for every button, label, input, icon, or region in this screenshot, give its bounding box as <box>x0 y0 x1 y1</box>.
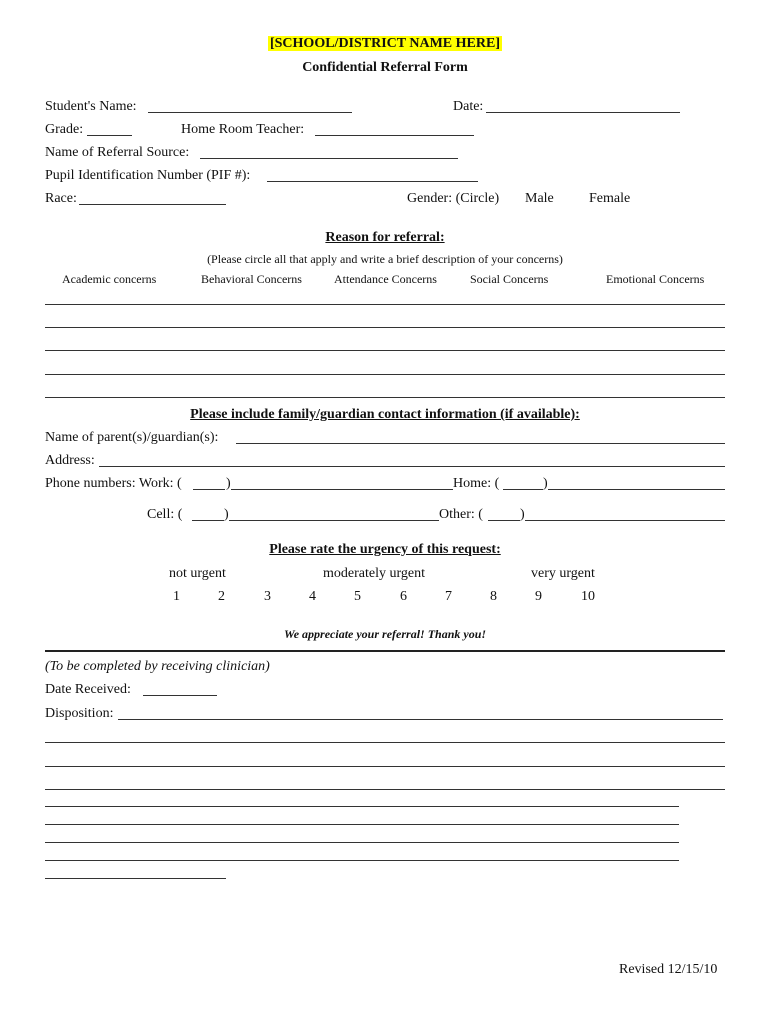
student-name-line[interactable] <box>148 112 352 113</box>
contact-title: Please include family/guardian contact information (if available): <box>190 407 580 422</box>
home-phone-line[interactable] <box>548 489 725 490</box>
work-phone-line[interactable] <box>231 489 453 490</box>
urgency-option[interactable]: 9 <box>535 589 542 604</box>
grade-label: Grade: <box>45 122 84 137</box>
concern-social[interactable]: Social Concerns <box>470 272 549 286</box>
reason-line[interactable] <box>45 397 725 398</box>
school-name-text: [SCHOOL/DISTRICT NAME HERE] <box>269 36 500 51</box>
urgency-title: Please rate the urgency of this request: <box>269 542 501 557</box>
disposition-line[interactable] <box>45 842 679 843</box>
clinician-note: (To be completed by receiving clinician) <box>45 659 270 674</box>
reason-line[interactable] <box>45 350 725 351</box>
form-title: Confidential Referral Form <box>302 60 468 75</box>
work-phone-label: Phone numbers: Work: ( <box>45 476 182 491</box>
home-room-teacher-label: Home Room Teacher: <box>181 122 305 137</box>
reason-line[interactable] <box>45 327 725 328</box>
urgency-option[interactable]: 4 <box>309 589 316 604</box>
referral-source-label: Name of Referral Source: <box>45 145 190 160</box>
urgency-option[interactable]: 10 <box>581 589 595 604</box>
disposition-label: Disposition: <box>45 706 114 721</box>
home-phone-label: Home: ( <box>453 476 500 491</box>
urgency-option[interactable]: 8 <box>490 589 497 604</box>
urgency-option[interactable]: 1 <box>173 589 180 604</box>
concern-attendance[interactable]: Attendance Concerns <box>334 272 437 286</box>
grade-line[interactable] <box>87 135 132 136</box>
urgency-option[interactable]: 5 <box>354 589 361 604</box>
date-line[interactable] <box>486 112 680 113</box>
concern-academic[interactable]: Academic concerns <box>62 272 157 286</box>
address-line[interactable] <box>99 466 725 467</box>
referral-source-line[interactable] <box>200 158 458 159</box>
disposition-line[interactable] <box>45 766 725 767</box>
disposition-line[interactable] <box>45 789 725 790</box>
disposition-line[interactable] <box>45 860 679 861</box>
school-name-header <box>0 36 770 52</box>
disposition-line[interactable] <box>45 878 226 879</box>
student-name-label: Student's Name: <box>45 99 137 114</box>
reason-line[interactable] <box>45 374 725 375</box>
disposition-line[interactable] <box>45 824 679 825</box>
other-phone-label: Other: ( <box>439 507 483 522</box>
urgency-high-label: very urgent <box>531 566 595 581</box>
pif-label: Pupil Identification Number (PIF #): <box>45 168 251 183</box>
disposition-line[interactable] <box>45 742 725 743</box>
pif-line[interactable] <box>267 181 478 182</box>
cell-phone-line[interactable] <box>229 520 439 521</box>
disposition-line[interactable] <box>118 719 723 720</box>
cell-area-code-line[interactable] <box>192 520 224 521</box>
date-received-line[interactable] <box>143 695 217 696</box>
home-area-code-line[interactable] <box>503 489 543 490</box>
parent-name-line[interactable] <box>236 443 725 444</box>
race-line[interactable] <box>79 204 226 205</box>
other-phone-line[interactable] <box>525 520 725 521</box>
work-area-code-line[interactable] <box>193 489 225 490</box>
home-close-paren: ) <box>543 476 548 491</box>
gender-male-option[interactable]: Male <box>525 191 554 206</box>
thank-you-note: We appreciate your referral! Thank you! <box>283 627 487 641</box>
urgency-mid-label: moderately urgent <box>323 566 425 581</box>
urgency-low-label: not urgent <box>169 566 226 581</box>
urgency-option[interactable]: 6 <box>400 589 407 604</box>
section-divider <box>45 650 725 652</box>
cell-close-paren: ) <box>224 507 229 522</box>
urgency-option[interactable]: 2 <box>218 589 225 604</box>
date-received-label: Date Received: <box>45 682 131 697</box>
race-label: Race: <box>45 191 77 206</box>
gender-female-option[interactable]: Female <box>589 191 631 206</box>
concern-behavioral[interactable]: Behavioral Concerns <box>201 272 302 286</box>
disposition-line[interactable] <box>45 806 679 807</box>
address-label: Address: <box>45 453 95 468</box>
work-close-paren: ) <box>226 476 231 491</box>
revision-date: Revised 12/15/10 <box>619 962 718 977</box>
reason-instructions: (Please circle all that apply and write a brief description of your concerns) <box>207 252 563 266</box>
reason-title: Reason for referral: <box>325 230 445 245</box>
concern-emotional[interactable]: Emotional Concerns <box>606 272 705 286</box>
gender-label: Gender: (Circle) <box>407 191 500 206</box>
urgency-option[interactable]: 3 <box>264 589 271 604</box>
date-label: Date: <box>453 99 484 114</box>
reason-line[interactable] <box>45 304 725 305</box>
home-room-teacher-line[interactable] <box>315 135 474 136</box>
other-close-paren: ) <box>520 507 525 522</box>
cell-phone-label: Cell: ( <box>147 507 183 522</box>
urgency-option[interactable]: 7 <box>445 589 452 604</box>
parent-name-label: Name of parent(s)/guardian(s): <box>45 430 219 445</box>
other-area-code-line[interactable] <box>488 520 520 521</box>
